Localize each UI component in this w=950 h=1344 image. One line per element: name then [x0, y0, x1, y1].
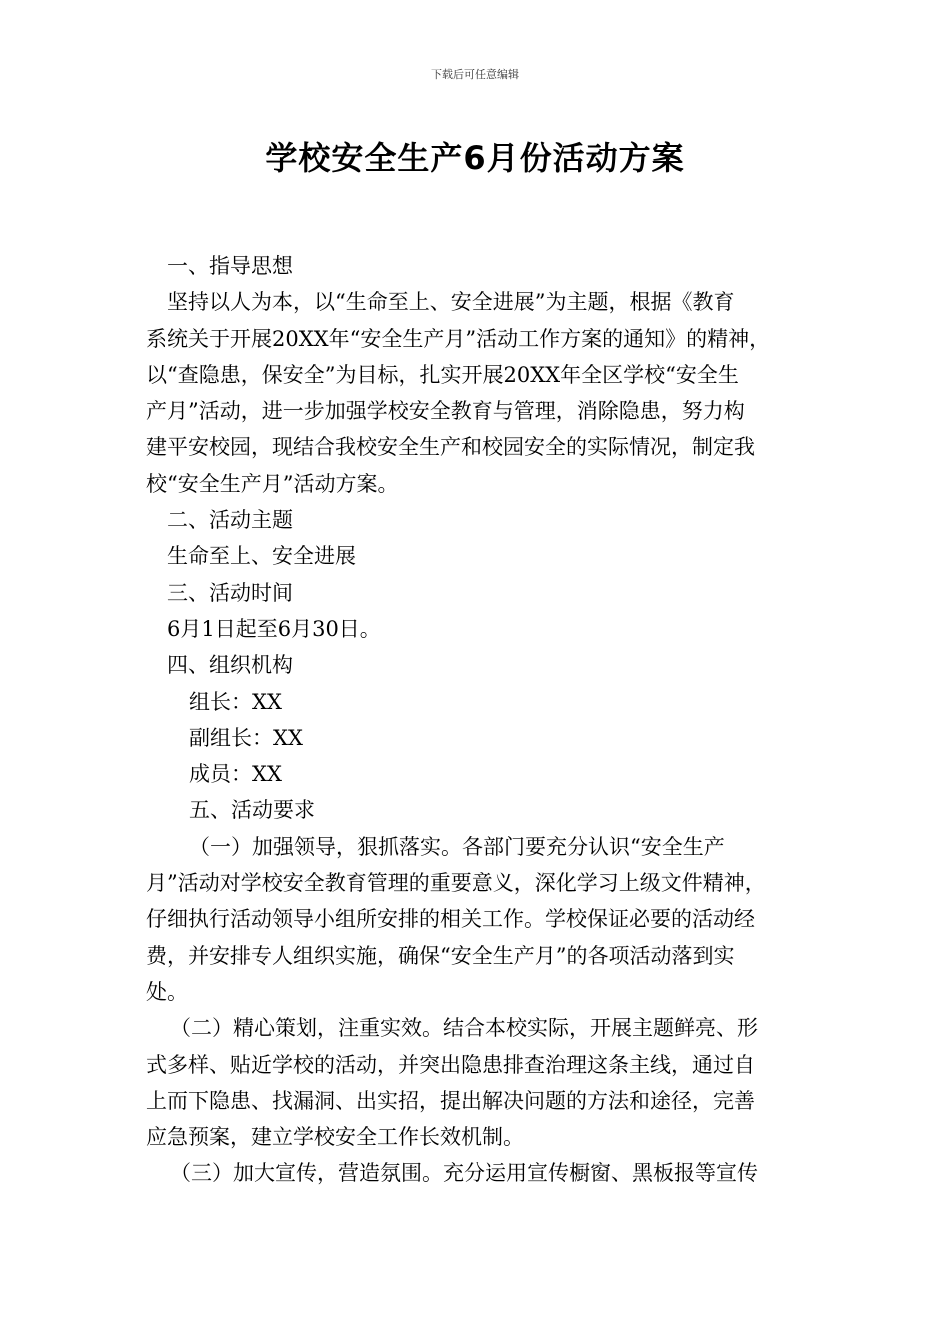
- paragraph-line: 月”活动对学校安全教育管理的重要意义，深化学习上级文件精神，: [146, 871, 766, 896]
- section-heading-guiding: 一、指导思想: [167, 254, 293, 278]
- paragraph-line: （二）精心策划，注重实效。结合本校实际，开展主题鲜亮、形: [170, 1016, 758, 1041]
- org-deputy: 副组长：XX: [189, 725, 303, 750]
- paragraph-line: 产月”活动，进一步加强学校安全教育与管理，消除隐患，努力构: [146, 399, 745, 424]
- paragraph-line: 费，并安排专人组织实施，确保“安全生产月”的各项活动落到实: [146, 943, 735, 968]
- paragraph-line: 以“查隐患，保安全”为目标，扎实开展20XX年全区学校“安全生: [146, 362, 739, 387]
- paragraph-line: （三）加大宣传，营造氛围。充分运用宣传橱窗、黑板报等宣传: [170, 1161, 758, 1186]
- header-note: 下载后可任意编辑: [431, 68, 519, 81]
- paragraph-line: 上而下隐患、找漏洞、出实招，提出解决问题的方法和途径，完善: [146, 1088, 755, 1113]
- paragraph-line: 系统关于开展20XX年“安全生产月”活动工作方案的通知》的精神，: [146, 326, 771, 351]
- document-title: 学校安全生产6月份活动方案: [265, 139, 685, 177]
- paragraph-line: 校“安全生产月”活动方案。: [146, 471, 399, 496]
- document-body: [146, 248, 806, 1192]
- paragraph-line: 处。: [146, 979, 188, 1004]
- paragraph-line: 仔细执行活动领导小组所安排的相关工作。学校保证必要的活动经: [146, 907, 755, 932]
- section-heading-requirements: 五、活动要求: [189, 798, 315, 823]
- org-members: 成员：XX: [189, 762, 282, 787]
- paragraph-line: （一）加强领导，狠抓落实。各部门要充分认识“安全生产: [189, 834, 725, 859]
- paragraph-line: 式多样、贴近学校的活动，并突出隐患排查治理这条主线，通过自: [146, 1052, 755, 1077]
- paragraph-line: 坚持以人为本，以“生命至上、安全进展”为主题，根据《教育: [167, 290, 735, 315]
- theme-text: 生命至上、安全进展: [167, 544, 356, 569]
- time-text: 6月1日起至6月30日。: [167, 616, 381, 641]
- org-leader: 组长：XX: [189, 689, 282, 714]
- paragraph-line: 应急预案，建立学校安全工作长效机制。: [146, 1125, 524, 1150]
- section-heading-org: 四、组织机构: [167, 653, 293, 678]
- section-heading-time: 三、活动时间: [167, 580, 293, 605]
- paragraph-line: 建平安校园，现结合我校安全生产和校园安全的实际情况，制定我: [146, 435, 755, 460]
- section-heading-theme: 二、活动主题: [167, 508, 293, 533]
